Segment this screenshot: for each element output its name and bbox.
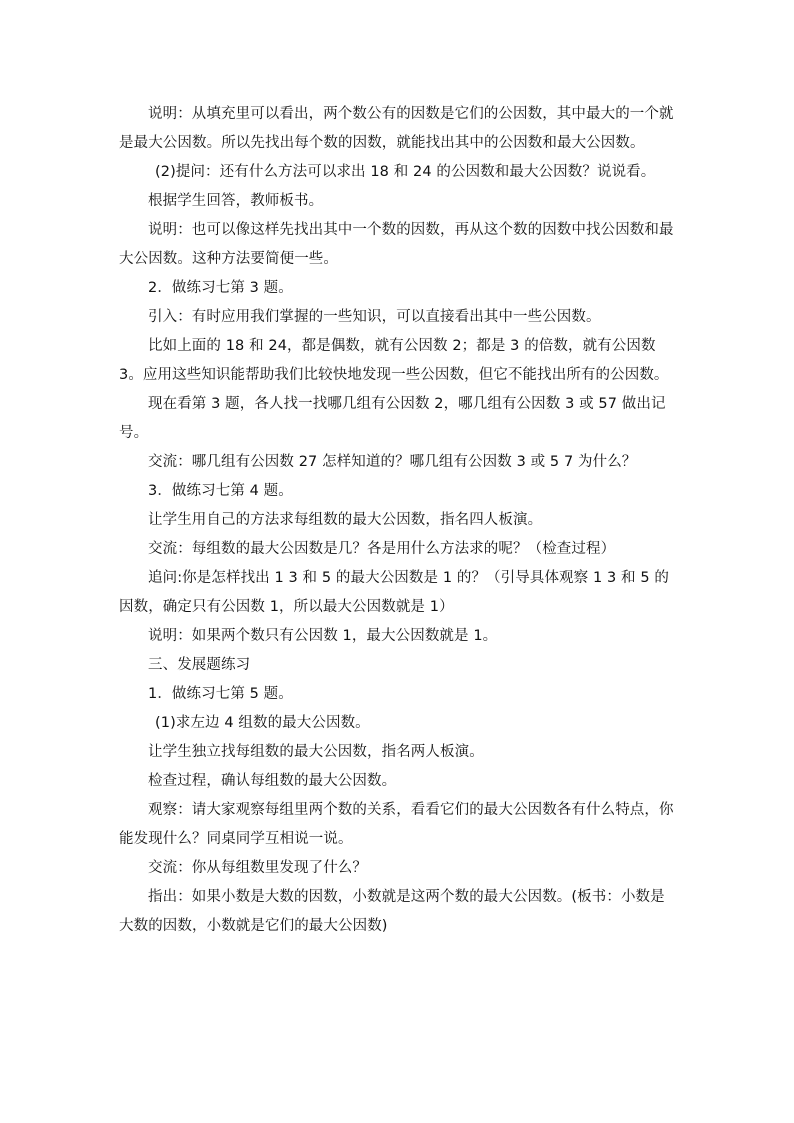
paragraph-observation: 观察：请大家观察每组里两个数的关系，看看它们的最大公因数各有什么特点，你能发现什么？同桌同学互相说一说。 bbox=[119, 802, 674, 847]
paragraph-follow-up: 追问:你是怎样找出 1 3 和 5 的最大公因数是 1 的？（引导具体观察 1 3 和 5 的因数，确定只有公因数 1，所以最大公因数就是 1） bbox=[119, 570, 669, 615]
paragraph-teacher-board: 根据学生回答，教师板书。 bbox=[148, 193, 324, 209]
paragraph-independent-work: 让学生独立找每组数的最大公因数，指名两人板演。 bbox=[148, 744, 484, 760]
paragraph-explanation-1: 说明：从填充里可以看出，两个数公有的因数是它们的公因数，其中最大的一个就是最大公因数。所以先找出每个数的因数，就能找出其中的公因数和最大公因数。 bbox=[119, 106, 674, 151]
paragraph-question-2: (2)提问：还有什么方法可以求出 18 和 24 的公因数和最大公因数？说说看。 bbox=[155, 164, 656, 180]
paragraph-explanation-3: 说明：如果两个数只有公因数 1，最大公因数就是 1。 bbox=[148, 628, 498, 644]
paragraph-conclusion: 指出：如果小数是大数的因数，小数就是这两个数的最大公因数。(板书：小数是大数的因数，小数就是它们的最大公因数) bbox=[119, 889, 665, 934]
paragraph-exchange-3: 交流：你从每组数里发现了什么？ bbox=[148, 860, 367, 876]
paragraph-exercise-3: 2．做练习七第 3 题。 bbox=[148, 280, 293, 296]
paragraph-student-method: 让学生用自己的方法求每组数的最大公因数，指名四人板演。 bbox=[148, 512, 543, 528]
paragraph-exchange-1: 交流：哪几组有公因数 27 怎样知道的？哪几组有公因数 3 或 5 7 为什么？ bbox=[148, 454, 637, 470]
paragraph-introduction: 引入：有时应用我们掌握的一些知识，可以直接看出其中一些公因数。 bbox=[148, 309, 601, 325]
section-heading-development: 三、发展题练习 bbox=[148, 657, 251, 673]
paragraph-task-mark: 现在看第 3 题，各人找一找哪几组有公因数 2，哪几组有公因数 3 或 57 做出记号。 bbox=[119, 396, 666, 441]
document-body bbox=[119, 100, 679, 941]
paragraph-explanation-2: 说明：也可以像这样先找出其中一个数的因数，再从这个数的因数中找公因数和最大公因数。这种方法要简便一些。 bbox=[119, 222, 674, 267]
paragraph-exchange-2: 交流：每组数的最大公因数是几？各是用什么方法求的呢？（检查过程） bbox=[148, 541, 616, 557]
paragraph-example: 比如上面的 18 和 24，都是偶数，就有公因数 2；都是 3 的倍数，就有公因数 3。应用这些知识能帮助我们比较快地发现一些公因数，但它不能找出所有的公因数。 bbox=[119, 338, 669, 383]
paragraph-check-process: 检查过程，确认每组数的最大公因数。 bbox=[148, 773, 397, 789]
paragraph-subtask-1: (1)求左边 4 组数的最大公因数。 bbox=[155, 715, 370, 731]
paragraph-exercise-5: 1．做练习七第 5 题。 bbox=[148, 686, 293, 702]
paragraph-exercise-4: 3．做练习七第 4 题。 bbox=[148, 483, 293, 499]
